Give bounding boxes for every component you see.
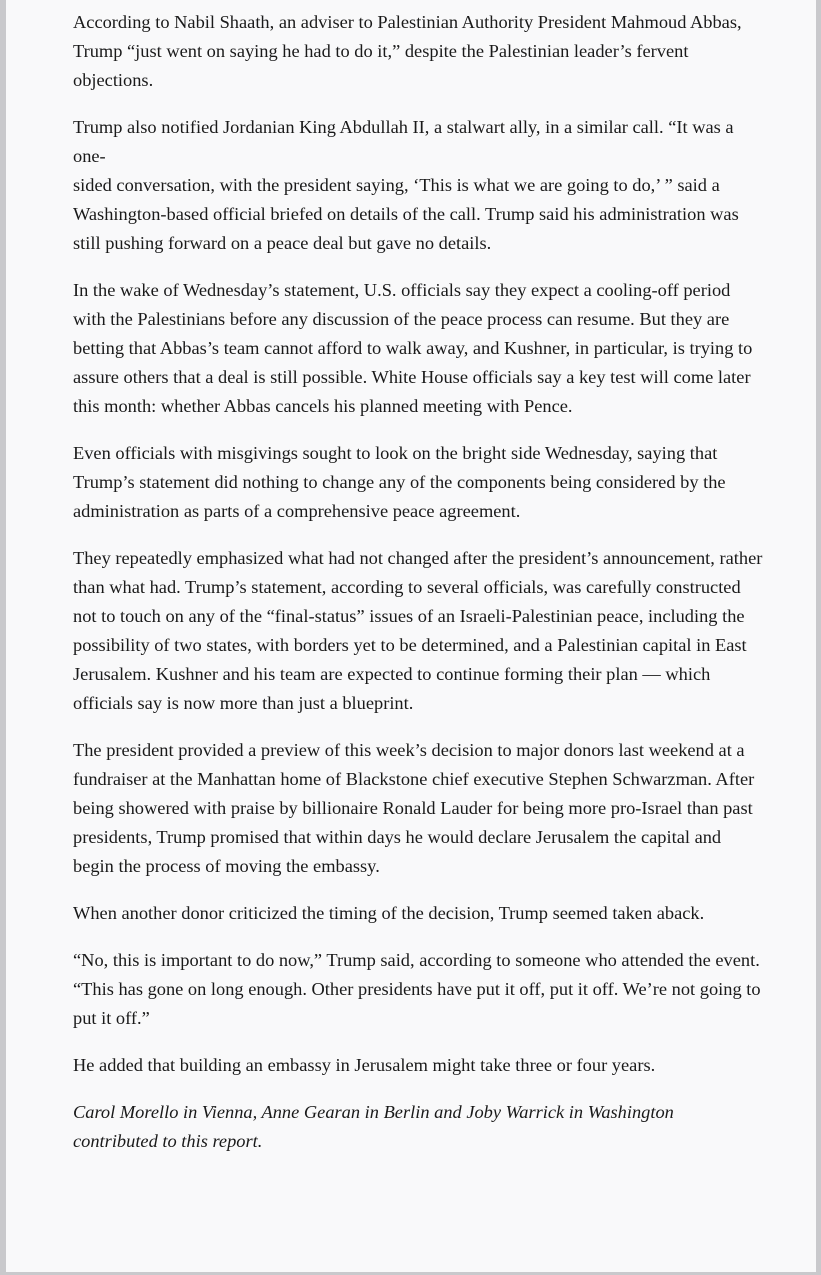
paragraph-6: The president provided a preview of this week’s decision to major donors last weekend at a fundraiser at the Manhattan home of Blackstone chief executive Stephen Schwarzman. After being showered with praise by billionaire Ronald Lauder for being more pro-Israel than past presidents, Trump promised that within days he would declare Jerusalem the capital and begin the process of moving the embassy. <box>73 740 755 876</box>
paragraph-8: “No, this is important to do now,” Trump said, according to someone who attended the event. “This has gone on long enough. Other presidents have put it off, put it off. We’re not going to put it off.” <box>73 950 761 1028</box>
paragraph-7: When another donor criticized the timing of the decision, Trump seemed taken aback. <box>73 903 705 923</box>
paragraph-2a: Trump also notified Jordanian King Abdullah II, a stalwart ally, in a similar call. “It was a one- <box>73 117 734 166</box>
contributor-credit: Carol Morello in Vienna, Anne Gearan in Berlin and Joby Warrick in Washington contributed to this report. <box>73 1102 674 1151</box>
paragraph-3: In the wake of Wednesday’s statement, U.S. officials say they expect a cooling-off period with the Palestinians before any discussion of the peace process can resume. But they are betting that Abbas’s team cannot afford to walk away, and Kushner, in particular, is trying to assure others that a deal is still possible. White House officials say a key test will come later this month: whether Abbas cancels his planned meeting with Pence. <box>73 280 753 416</box>
paragraph-1: According to Nabil Shaath, an adviser to Palestinian Authority President Mahmoud Abbas, Trump “just went on saying he had to do it,” despite the Palestinian leader’s fervent objections. <box>73 12 742 90</box>
paragraph-4: Even officials with misgivings sought to look on the bright side Wednesday, saying that Trump’s statement did nothing to change any of the components being considered by the administration as parts of a comprehensive peace agreement. <box>73 443 726 521</box>
paragraph-2b: sided conversation, with the president saying, ‘This is what we are going to do,’ ” said a Washington-based official briefed on details of the call. Trump said his administration was still pushing forward on a peace deal but gave no details. <box>73 175 739 253</box>
article-body <box>73 8 763 1174</box>
paragraph-9: He added that building an embassy in Jerusalem might take three or four years. <box>73 1055 656 1075</box>
paragraph-5: They repeatedly emphasized what had not changed after the president’s announcement, rather than what had. Trump’s statement, according to several officials, was carefully constructed not to touch on any of the “final-status” issues of an Israeli-Palestinian peace, including the possibility of two states, with borders yet to be determined, and a Palestinian capital in East Jerusalem. Kushner and his team are expected to continue forming their plan — which officials say is now more than just a blueprint. <box>73 548 763 713</box>
